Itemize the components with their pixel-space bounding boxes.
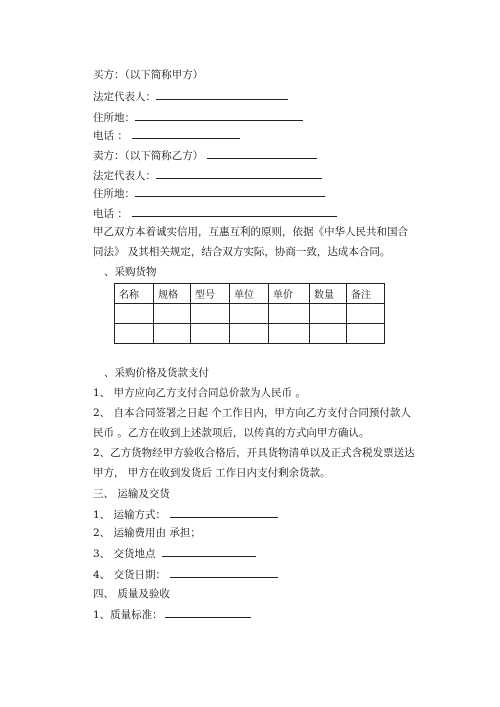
buyer-addr-blank[interactable] xyxy=(135,110,303,121)
seller-heading xyxy=(93,148,317,163)
goods-table xyxy=(114,283,385,344)
buyer-phone-label: 电话 ： xyxy=(93,130,128,142)
table-cell[interactable] xyxy=(310,304,347,324)
section2-title-text: 、采购价格及货款支付 xyxy=(104,367,209,379)
section4-item1 xyxy=(93,607,251,622)
header-cell-price: 单价 xyxy=(269,284,310,304)
section2-item1 xyxy=(93,386,306,400)
seller-label: 卖方：（以下简称乙方） xyxy=(93,150,204,162)
table-cell[interactable] xyxy=(269,324,310,344)
table-cell[interactable] xyxy=(191,324,230,344)
table-cell[interactable] xyxy=(230,304,269,324)
buyer-rep-line xyxy=(93,89,288,104)
buyer-phone-blank[interactable] xyxy=(132,128,240,139)
table-row xyxy=(115,304,385,324)
section2-item2 xyxy=(93,403,415,443)
section1-title-text: 、采购货物 xyxy=(104,266,157,278)
section3-item2 xyxy=(93,526,201,540)
section3-item4 xyxy=(93,567,278,582)
table-cell[interactable] xyxy=(230,324,269,344)
seller-rep-label: 法定代表人： xyxy=(93,170,156,182)
seller-phone-line xyxy=(93,206,337,221)
intro-text: 甲乙双方本着诚实信用，互惠互利的原则，依据《中华人民共和国合同法》 及其相关规定，结合双方实际，协商一致，达成本合同。 xyxy=(93,226,408,258)
table-header-row xyxy=(115,284,385,304)
seller-name-blank[interactable] xyxy=(207,148,317,159)
section4-title-text: 四、 质量及验收 xyxy=(93,588,170,600)
table-cell[interactable] xyxy=(310,324,347,344)
seller-phone-label: 电话 ： xyxy=(93,208,128,220)
seller-rep-blank[interactable] xyxy=(156,168,322,179)
section3-item2-text: 2、 运输费用由 承担； xyxy=(93,527,201,539)
section3-item1-text: 1、 运输方式： xyxy=(93,509,167,521)
header-cell-unit: 单位 xyxy=(230,284,269,304)
section4-item1-text: 1、质量标准： xyxy=(93,609,163,621)
section2-item3-text: 2、乙方货物经甲方验收合格后，开具货物清单以及正式含税发票送达甲方， 甲方在收到发货后 工作日内支付剩余货款。 xyxy=(93,447,415,479)
buyer-addr-line xyxy=(93,110,303,125)
seller-addr-label: 住所地： xyxy=(93,188,135,200)
intro-paragraph xyxy=(93,222,415,262)
buyer-rep-label: 法定代表人： xyxy=(93,91,156,103)
buyer-label: 买方：（以下简称甲方） xyxy=(93,69,204,81)
header-cell-note: 备注 xyxy=(347,284,385,304)
buyer-phone-line xyxy=(93,128,240,143)
buyer-addr-label: 住所地： xyxy=(93,112,135,124)
section4-title xyxy=(93,587,170,601)
section2-item3 xyxy=(93,443,415,483)
section1-title xyxy=(104,265,157,279)
header-cell-qty: 数量 xyxy=(310,284,347,304)
table-cell[interactable] xyxy=(269,304,310,324)
table-cell[interactable] xyxy=(154,324,191,344)
seller-rep-line xyxy=(93,168,322,183)
table-cell[interactable] xyxy=(115,304,154,324)
table-cell[interactable] xyxy=(347,304,385,324)
transport-method-blank[interactable] xyxy=(170,507,278,518)
header-cell-model: 型号 xyxy=(191,284,230,304)
buyer-heading xyxy=(93,68,203,82)
section3-item1 xyxy=(93,507,278,522)
quality-standard-blank[interactable] xyxy=(165,607,251,618)
delivery-date-blank[interactable] xyxy=(170,567,278,578)
section2-item2-text: 2、 自本合同签署之日起 个工作日内，甲方向乙方支付合同预付款人民币 。乙方在收到上述款项后，以传真的方式向甲方确认。 xyxy=(93,407,411,439)
section3-item3-text: 3、 交货地点 xyxy=(93,548,156,560)
seller-addr-line xyxy=(93,186,325,201)
header-cell-name: 名称 xyxy=(115,284,154,304)
table-row xyxy=(115,324,385,344)
table-cell[interactable] xyxy=(154,304,191,324)
seller-phone-blank[interactable] xyxy=(132,206,337,217)
header-cell-spec: 规格 xyxy=(154,284,191,304)
delivery-place-blank[interactable] xyxy=(162,546,256,557)
section2-item1-text: 1、 甲方应向乙方支付合同总价款为人民币 。 xyxy=(93,387,306,399)
table-cell[interactable] xyxy=(191,304,230,324)
section2-title xyxy=(104,366,209,380)
table-cell[interactable] xyxy=(347,324,385,344)
section3-item4-text: 4、 交货日期： xyxy=(93,569,167,581)
section3-item3 xyxy=(93,546,256,561)
table-cell[interactable] xyxy=(115,324,154,344)
buyer-rep-blank[interactable] xyxy=(156,89,288,100)
section3-title-text: 三、 运输及交货 xyxy=(93,488,170,500)
section3-title xyxy=(93,487,170,501)
seller-addr-blank[interactable] xyxy=(135,186,325,197)
